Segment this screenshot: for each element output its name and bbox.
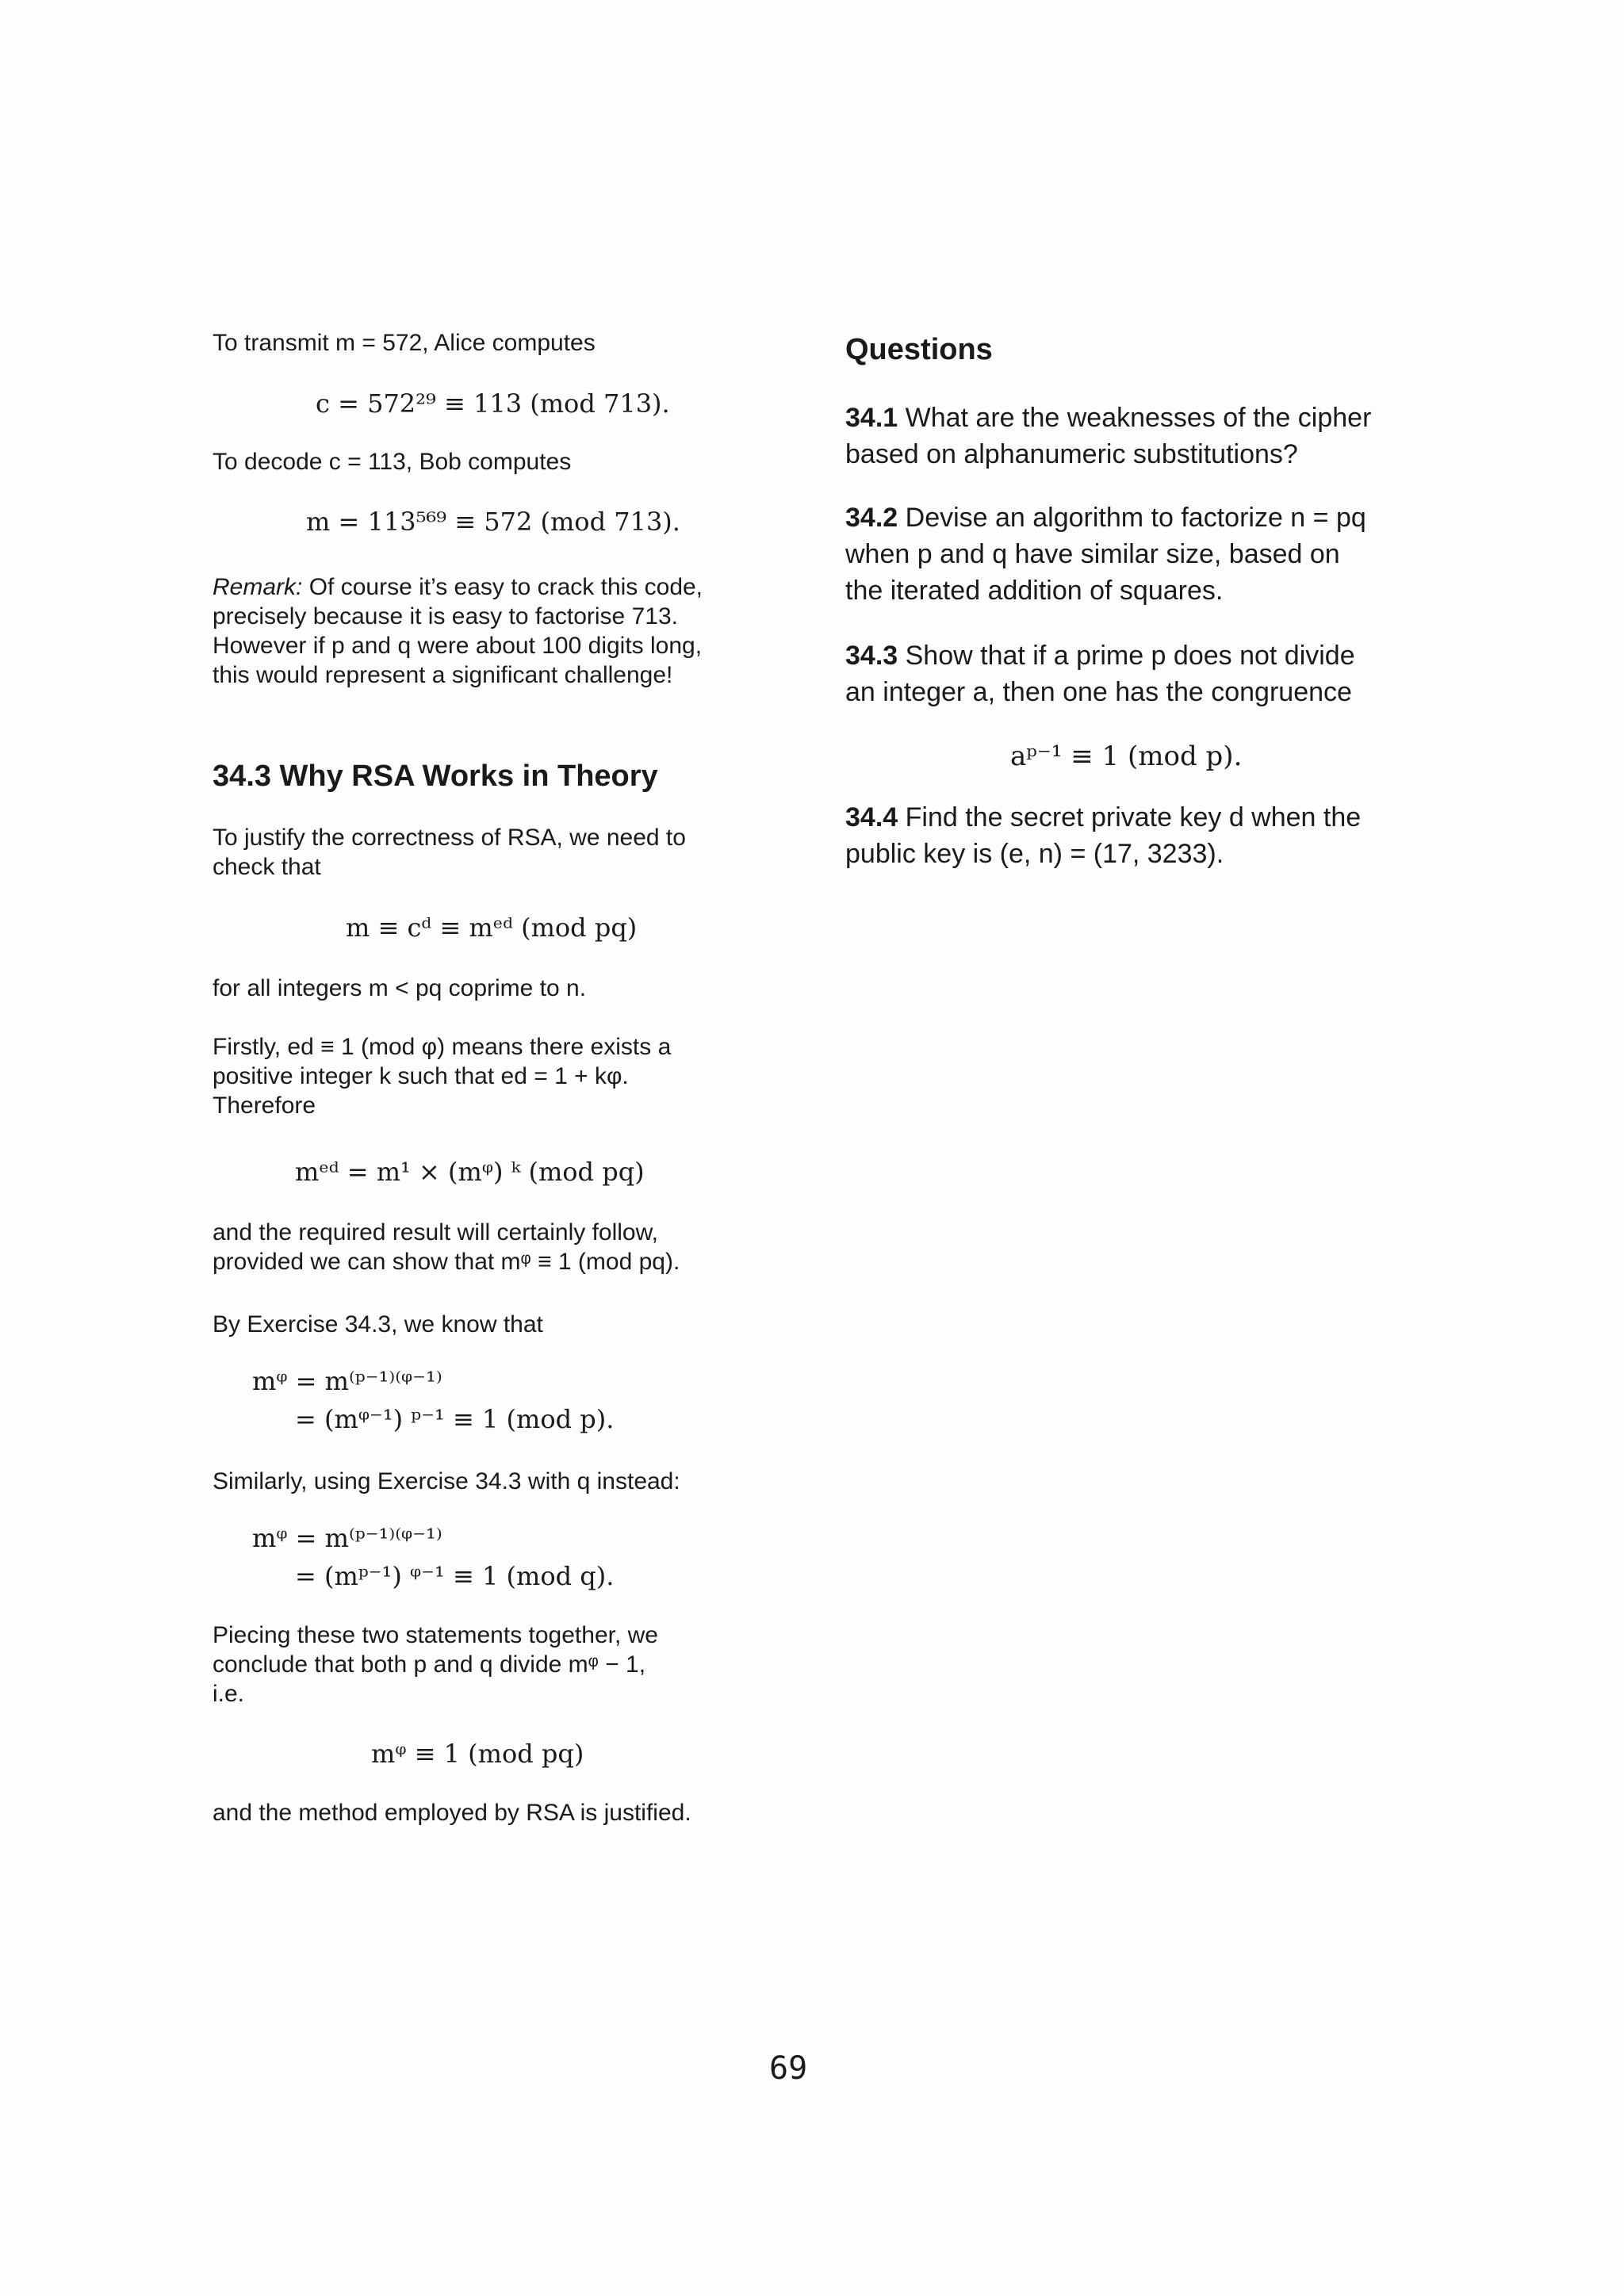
remark-line-2: precisely because it is easy to factorise 713. [213, 603, 678, 629]
question-4-number: 34.4 [845, 802, 898, 832]
question-2-line-3: the iterated addition of squares. [845, 576, 1224, 606]
equation-med: mᵉᵈ = m¹ × (mᵠ) ᵏ (mod pq) [295, 1157, 645, 1187]
question-3-line-2: an integer a, then one has the congruence [845, 677, 1352, 707]
question-2-line-1 [845, 499, 1366, 536]
question-3-line-1 [845, 637, 1355, 674]
question-4-text: Find the secret private key d when the [898, 802, 1362, 832]
question-4-line-1 [845, 799, 1361, 836]
paragraph-by-exercise: By Exercise 34.3, we know that [213, 1311, 543, 1337]
paragraph-justified: and the method employed by RSA is justified. [213, 1800, 691, 1826]
paragraph-decode: To decode c = 113, Bob computes [213, 449, 572, 475]
question-2-text: Devise an algorithm to factorize n = pq [898, 503, 1366, 533]
question-2-number: 34.2 [845, 503, 898, 533]
section-heading: 34.3 Why RSA Works in Theory [213, 760, 658, 793]
paragraph-similarly: Similarly, using Exercise 34.3 with q instead: [213, 1468, 680, 1494]
equation-mod-q-line-1: mᵠ = m⁽ᵖ⁻¹⁾⁽ᵠ⁻¹⁾ [252, 1523, 442, 1553]
paragraph-firstly-2: positive integer k such that ed = 1 + kφ. [213, 1063, 629, 1089]
question-1-line-2: based on alphanumeric substitutions? [845, 439, 1298, 469]
remark-line-1 [213, 572, 703, 603]
paragraph-follow-2: provided we can show that mᵠ ≡ 1 (mod pq). [213, 1249, 680, 1275]
paragraph-for-all: for all integers m < pq coprime to n. [213, 975, 587, 1001]
question-1-text: What are the weaknesses of the cipher [898, 403, 1372, 433]
question-3-text: Show that if a prime p does not divide [898, 641, 1355, 671]
remark-label: Remark: [213, 574, 303, 600]
page-number: 69 [769, 2050, 808, 2087]
paragraph-firstly-3: Therefore [213, 1093, 316, 1119]
question-3-equation: aᵖ⁻¹ ≡ 1 (mod p). [1010, 740, 1243, 772]
remark-text: Of course it’s easy to crack this code, [308, 574, 703, 600]
equation-mod-p-line-2: = (mᵠ⁻¹) ᵖ⁻¹ ≡ 1 (mod p). [295, 1404, 615, 1434]
paragraph-piecing-2: conclude that both p and q divide mᵠ − 1, [213, 1651, 646, 1678]
remark-line-3: However if p and q were about 100 digits long, [213, 633, 703, 659]
question-4-line-2: public key is (e, n) = (17, 3233). [845, 839, 1224, 869]
equation-mod-p-line-1: mᵠ = m⁽ᵖ⁻¹⁾⁽ᵠ⁻¹⁾ [252, 1366, 442, 1396]
equation-encrypt: c = 572²⁹ ≡ 113 (mod 713). [316, 388, 670, 419]
paragraph-justify-2: check that [213, 854, 321, 880]
equation-correctness: m ≡ cᵈ ≡ mᵉᵈ (mod pq) [346, 913, 638, 943]
paragraph-piecing-1: Piecing these two statements together, we [213, 1622, 658, 1648]
paragraph-transmit: To transmit m = 572, Alice computes [213, 330, 596, 356]
question-1-number: 34.1 [845, 403, 898, 433]
paragraph-piecing-3: i.e. [213, 1681, 245, 1707]
equation-decrypt: m = 113⁵⁶⁹ ≡ 572 (mod 713). [306, 507, 680, 537]
question-1-line-1 [845, 400, 1371, 436]
paragraph-follow-1: and the required result will certainly follow, [213, 1219, 658, 1246]
equation-mod-q-line-2: = (mᵖ⁻¹) ᵠ⁻¹ ≡ 1 (mod q). [295, 1561, 615, 1591]
equation-conclusion: mᵠ ≡ 1 (mod pq) [371, 1739, 584, 1769]
paragraph-firstly-1: Firstly, ed ≡ 1 (mod φ) means there exists a [213, 1034, 672, 1060]
paragraph-justify-1: To justify the correctness of RSA, we need to [213, 825, 686, 851]
remark-line-4: this would represent a significant challenge! [213, 662, 673, 688]
question-3-number: 34.3 [845, 641, 898, 671]
questions-heading: Questions [845, 333, 993, 366]
question-2-line-2: when p and q have similar size, based on [845, 539, 1340, 569]
